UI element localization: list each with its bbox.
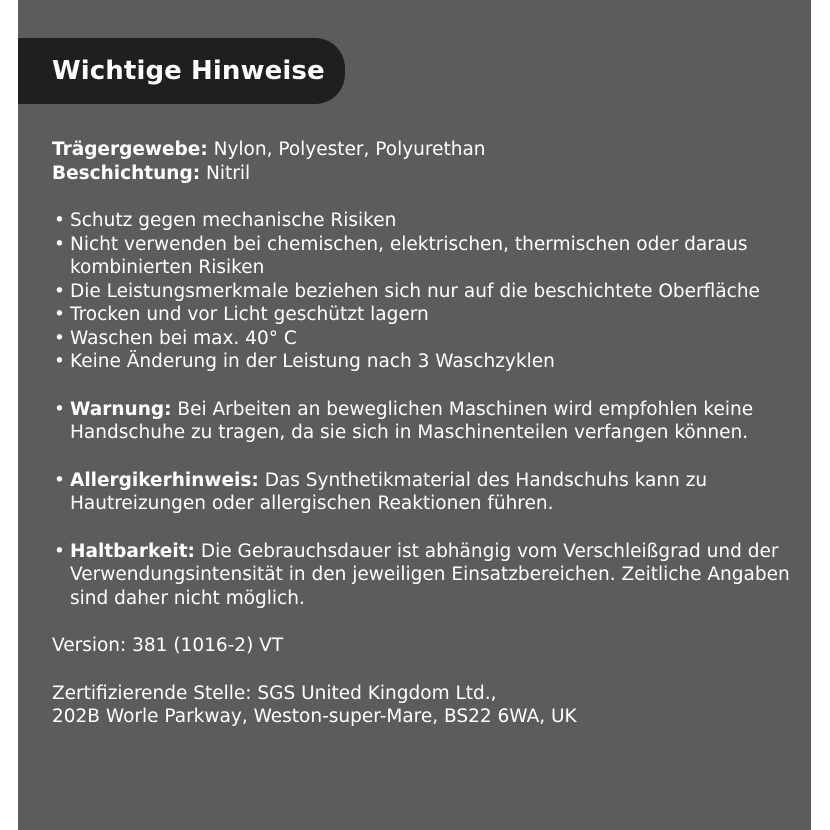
warning-text: Bei Arbeiten an beweglichen Maschinen wird empfohlen keine Handschuhe zu tragen, da sie sich in Maschinenteilen verfangen können.: [70, 398, 754, 443]
list-item: • Nicht verwenden bei chemischen, elektrischen, thermischen oder daraus kombinierten Risiken: [52, 233, 792, 280]
certification-line-2: 202B Worle Parkway, Weston-super-Mare, BS22 6WA, UK: [52, 706, 577, 727]
warning-list: [52, 398, 792, 445]
coating-label: Beschichtung:: [52, 162, 201, 184]
list-item: • Trocken und vor Licht geschützt lagern: [52, 303, 792, 327]
carrier-fabric-line: [52, 138, 792, 162]
page-title: Wichtige Hinweise: [52, 56, 325, 86]
carrier-fabric-value: Nylon, Polyester, Polyurethan: [207, 139, 486, 160]
allergy-list: [52, 469, 792, 516]
certification-line-1: Zertifizierende Stelle: SGS United Kingdom Ltd.,: [52, 682, 497, 704]
durability-text: Die Gebrauchsdauer ist abhängig vom Verschleißgrad und der Verwendungsintensität in den jeweiligen Einsatzbereichen. Zeitliche Angaben sind daher nicht möglich.: [70, 540, 790, 609]
list-item: • Die Leistungsmerkmale beziehen sich nur auf die beschichtete Oberfläche: [52, 280, 792, 304]
coating-value: Nitril: [200, 162, 251, 184]
warning-label: Warnung:: [70, 398, 172, 420]
list-item: • Waschen bei max. 40° C: [52, 327, 792, 351]
content: [52, 138, 792, 729]
durability-note: [52, 540, 792, 611]
warning-note: [52, 398, 792, 445]
allergy-note: [52, 469, 792, 516]
title-tab: [18, 38, 345, 104]
durability-label: Haltbarkeit:: [70, 540, 195, 562]
allergy-label: Allergikerhinweis:: [70, 469, 259, 491]
coating-line: [52, 162, 792, 186]
carrier-fabric-label: Trägergewebe:: [52, 139, 208, 160]
list-item: • Schutz gegen mechanische Risiken: [52, 209, 792, 233]
durability-list: [52, 540, 792, 611]
feature-list: [52, 209, 792, 374]
allergy-text: Das Synthetikmaterial des Handschuhs kann zu Hautreizungen oder allergischen Reaktionen führen.: [70, 469, 708, 514]
list-item: • Keine Änderung in der Leistung nach 3 Waschzyklen: [52, 350, 792, 374]
info-panel: [18, 0, 811, 830]
version-text: Version: 381 (1016-2) VT: [52, 635, 284, 656]
